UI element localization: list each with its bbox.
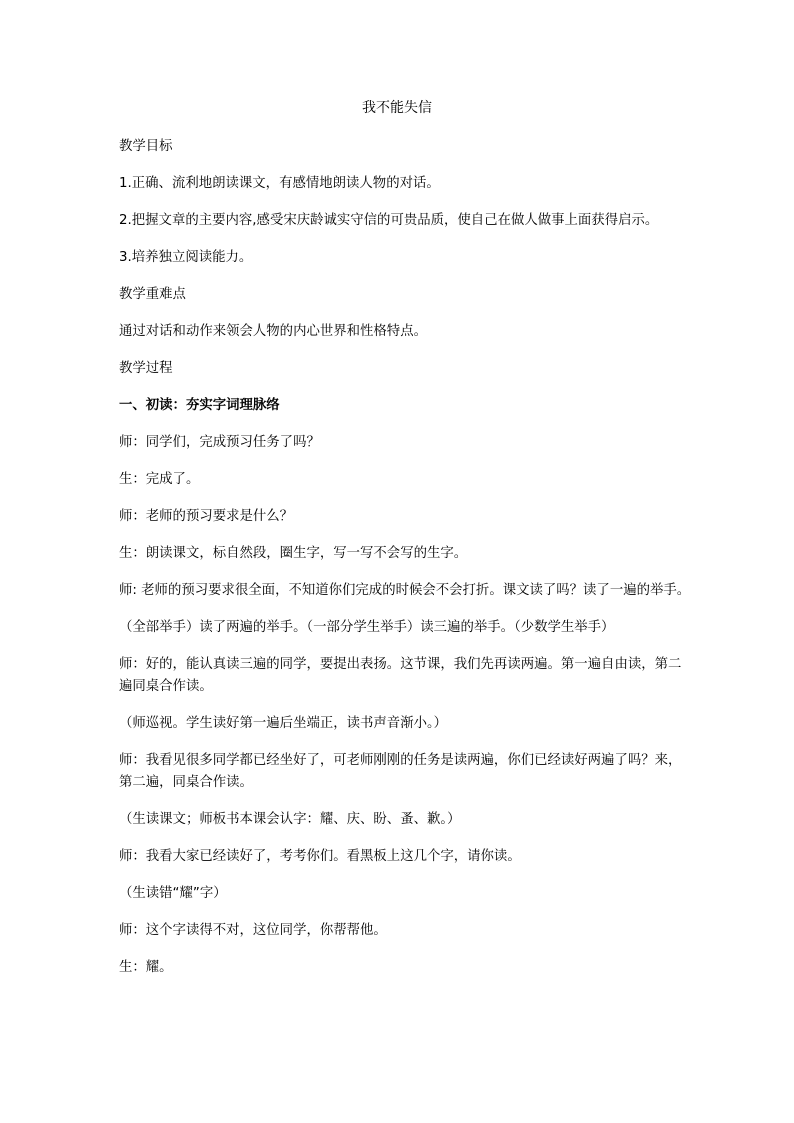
paragraph: 师：我看见很多同学都已经坐好了，可老师刚刚的任务是读两遍，你们已经读好两遍了吗？来，第二遍，同桌合作读。 (119, 753, 682, 790)
paragraph: 生：完成了。 (119, 472, 200, 487)
paragraph: 教学重难点 (119, 287, 186, 302)
paragraph: （生读课文；师板书本课会认字：耀、庆、盼、蚤、歉。） (119, 812, 461, 827)
document-body (119, 136, 694, 994)
paragraph: 师：老师的预习要求是什么？ (119, 509, 294, 524)
paragraph: （生读错“耀”字） (119, 886, 227, 901)
paragraph: （师巡视。学生读好第一遍后坐端正，读书声音渐小。） (119, 716, 448, 731)
paragraph: 生：耀。 (119, 960, 173, 975)
paragraph: 师：我看大家已经读好了，考考你们。看黑板上这几个字，请你读。 (119, 849, 521, 864)
paragraph: 教学过程 (119, 361, 173, 376)
paragraph: 生：朗读课文，标自然段，圈生字，写一写不会写的生字。 (119, 546, 468, 561)
paragraph: 通过对话和动作来领会人物的内心世界和性格特点。 (119, 324, 427, 339)
paragraph: 1.正确、流利地朗读课文，有感情地朗读人物的对话。 (119, 176, 440, 191)
paragraph: 师：好的，能认真读三遍的同学，要提出表扬。这节课，我们先再读两遍。第一遍自由读，第二遍同桌合作读。 (119, 657, 682, 694)
section-heading: 一、初读：夯实字词理脉络 (119, 398, 280, 413)
document-title: 我不能失信 (362, 100, 432, 116)
paragraph: 师：同学们，完成预习任务了吗？ (119, 435, 320, 450)
paragraph: 2.把握文章的主要内容,感受宋庆龄诚实守信的可贵品质，使自己在做人做事上面获得启示。 (119, 213, 659, 228)
paragraph: 3.培养独立阅读能力。 (119, 250, 253, 265)
paragraph: （全部举手）读了两遍的举手。（一部分学生举手）读三遍的举手。（少数学生举手） (119, 620, 615, 635)
paragraph: 教学目标 (119, 139, 173, 154)
paragraph: 师: 老师的预习要求很全面，不知道你们完成的时候会不会打折。课文读了吗？读了一遍的举手。 (119, 583, 691, 598)
paragraph: 师：这个字读得不对，这位同学，你帮帮他。 (119, 923, 387, 938)
